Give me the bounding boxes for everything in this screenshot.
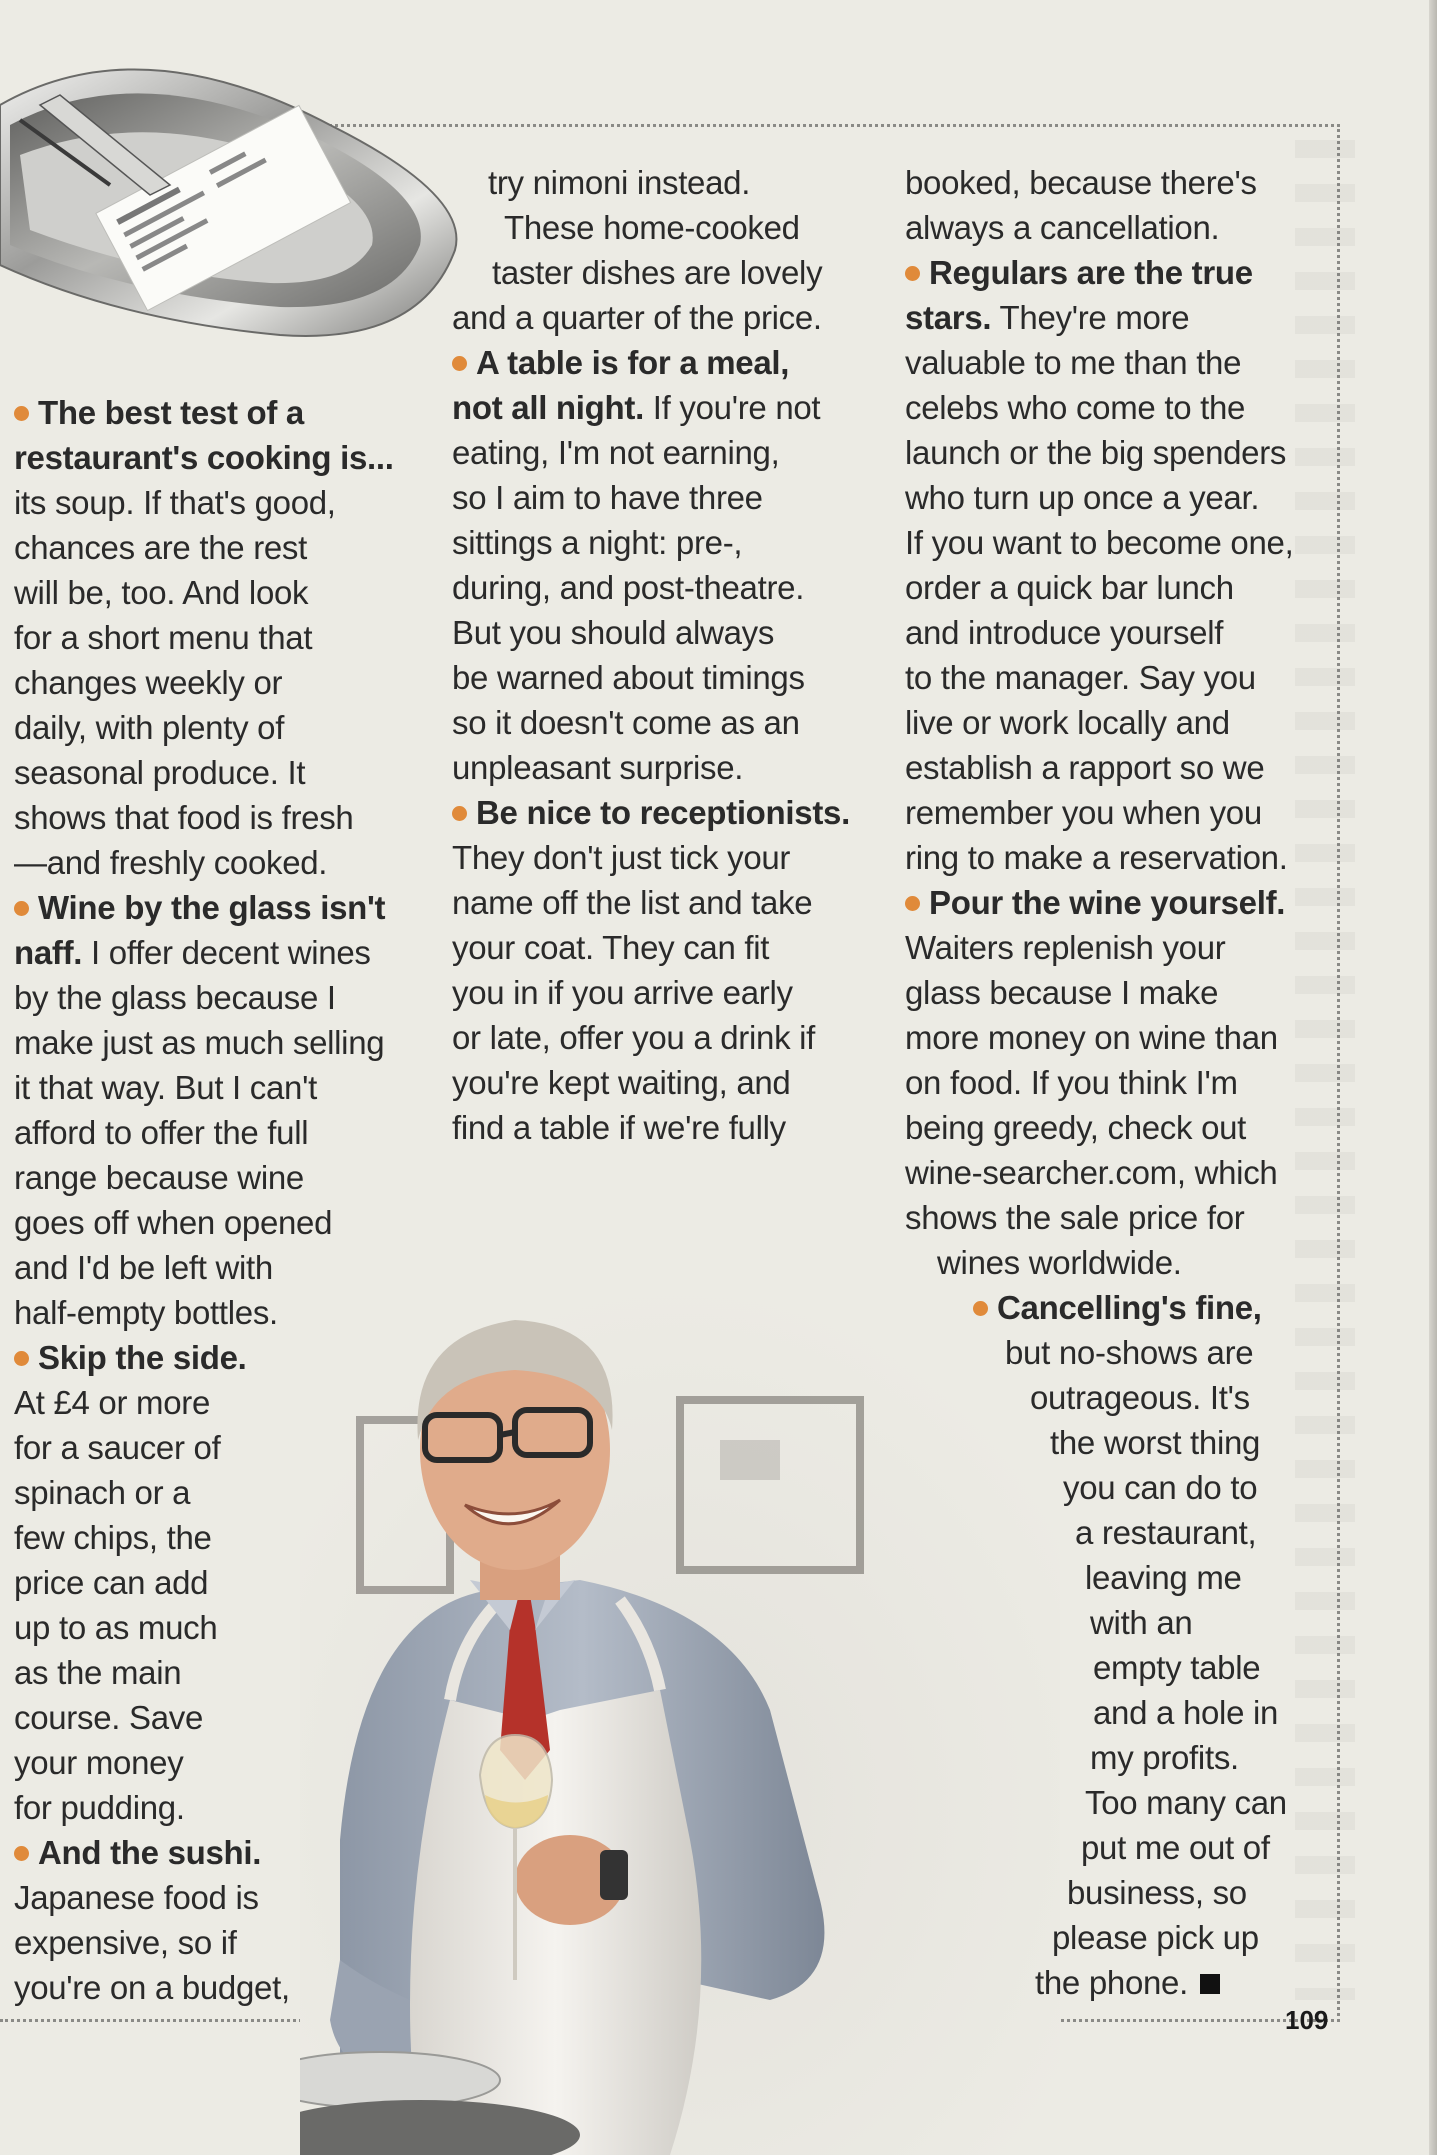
body-line: spinach or a	[14, 1474, 191, 1511]
body-line: celebs who come to the	[905, 389, 1246, 426]
body-line: afford to offer the full	[14, 1114, 309, 1151]
column-3	[905, 160, 1325, 2005]
body-line: up to as much	[14, 1609, 218, 1646]
body-line: the worst thing	[1050, 1424, 1261, 1461]
body-line: expensive, so if	[14, 1924, 237, 1961]
bullet-icon	[14, 406, 29, 421]
body-line: your money	[14, 1744, 184, 1781]
body-line: for pudding.	[14, 1789, 185, 1826]
tip-heading: Cancelling's fine,	[905, 1285, 1325, 1330]
body-line: always a cancellation.	[905, 209, 1220, 246]
body-line: eating, I'm not earning,	[452, 434, 780, 471]
body-line: sittings a night: pre-,	[452, 524, 743, 561]
body-line: but no-shows are	[1005, 1334, 1254, 1371]
body-line: you in if you arrive early	[452, 974, 793, 1011]
body-line: wines worldwide.	[937, 1244, 1182, 1281]
body-line: unpleasant surprise.	[452, 749, 744, 786]
page-number: 109	[1285, 2005, 1329, 2035]
body-line: leaving me	[1085, 1559, 1242, 1596]
body-line: not all night. If you're not	[452, 389, 821, 426]
body-line: At £4 or more	[14, 1384, 211, 1421]
body-line: range because wine	[14, 1159, 304, 1196]
tip-heading: And the sushi.	[14, 1830, 394, 1875]
bill-tray-illustration	[0, 45, 480, 365]
body-line: course. Save	[14, 1699, 204, 1736]
body-line: please pick up	[1052, 1919, 1259, 1956]
body-line: find a table if we're fully	[452, 1109, 786, 1146]
body-line: more money on wine than	[905, 1019, 1278, 1056]
body-line: order a quick bar lunch	[905, 569, 1234, 606]
body-line: on food. If you think I'm	[905, 1064, 1238, 1101]
body-line: as the main	[14, 1654, 182, 1691]
body-line: —and freshly cooked.	[14, 844, 328, 881]
body-line: daily, with plenty of	[14, 709, 285, 746]
tip-heading: Wine by the glass isn't	[14, 885, 394, 930]
body-line: business, so	[1067, 1874, 1247, 1911]
body-line: booked, because there's	[905, 164, 1257, 201]
body-line: If you want to become one,	[905, 524, 1294, 561]
body-line: few chips, the	[14, 1519, 212, 1556]
page-edge	[1429, 0, 1437, 2155]
body-line: try nimoni instead.	[488, 164, 751, 201]
body-line: it that way. But I can't	[14, 1069, 317, 1106]
body-line: shows the sale price for	[905, 1199, 1245, 1236]
bullet-icon	[973, 1301, 988, 1316]
body-line: and introduce yourself	[905, 614, 1224, 651]
body-line: They don't just tick your	[452, 839, 791, 876]
bullet-icon	[905, 896, 920, 911]
body-line: put me out of	[1081, 1829, 1270, 1866]
body-line: taster dishes are lovely	[492, 254, 823, 291]
body-line: being greedy, check out	[905, 1109, 1247, 1146]
body-line: with an	[1090, 1604, 1193, 1641]
body-line: you're on a budget,	[14, 1969, 290, 2006]
body-line: Too many can	[1085, 1784, 1287, 1821]
body-line: you can do to	[1063, 1469, 1258, 1506]
body-line: so it doesn't come as an	[452, 704, 800, 741]
end-mark-icon	[1200, 1974, 1220, 1994]
body-line: be warned about timings	[452, 659, 805, 696]
body-line: Waiters replenish your	[905, 929, 1226, 966]
body-line: changes weekly or	[14, 664, 283, 701]
body-line: Japanese food is	[14, 1879, 259, 1916]
body-line: who turn up once a year.	[905, 479, 1260, 516]
body-line: will be, too. And look	[14, 574, 309, 611]
body-line: my profits.	[1090, 1739, 1239, 1776]
tip-heading: Regulars are the true	[905, 250, 1325, 295]
body-line: and a hole in	[1093, 1694, 1279, 1731]
body-line: valuable to me than the	[905, 344, 1242, 381]
body-line: name off the list and take	[452, 884, 813, 921]
bullet-icon	[905, 266, 920, 281]
body-line: so I aim to have three	[452, 479, 763, 516]
bullet-icon	[14, 1846, 29, 1861]
body-line: chances are the rest	[14, 529, 307, 566]
body-line: But you should always	[452, 614, 775, 651]
body-line: live or work locally and	[905, 704, 1230, 741]
body-line: shows that food is fresh	[14, 799, 354, 836]
body-line: for a saucer of	[14, 1429, 221, 1466]
body-line: empty table	[1093, 1649, 1261, 1686]
bullet-icon	[14, 1351, 29, 1366]
body-line: These home-cooked	[504, 209, 800, 246]
body-line: you're kept waiting, and	[452, 1064, 791, 1101]
body-line: for a short menu that	[14, 619, 313, 656]
body-line: ring to make a reservation.	[905, 839, 1288, 876]
body-line: glass because I make	[905, 974, 1219, 1011]
bullet-icon	[452, 356, 467, 371]
body-line: launch or the big spenders	[905, 434, 1287, 471]
body-line: make just as much selling	[14, 1024, 385, 1061]
column-2	[452, 160, 872, 1150]
body-line: price can add	[14, 1564, 209, 1601]
tip-heading: Skip the side.	[14, 1335, 394, 1380]
tip-heading: The best test of a	[14, 390, 394, 435]
body-line: outrageous. It's	[1030, 1379, 1250, 1416]
body-line: stars. They're more	[905, 299, 1190, 336]
tip-heading: Pour the wine yourself.	[905, 880, 1325, 925]
body-line: a restaurant,	[1075, 1514, 1257, 1551]
bullet-icon	[452, 806, 467, 821]
body-line: the phone.	[905, 1960, 1325, 2005]
body-line: goes off when opened	[14, 1204, 333, 1241]
body-line: seasonal produce. It	[14, 754, 306, 791]
body-line: half-empty bottles.	[14, 1294, 278, 1331]
body-line: remember you when you	[905, 794, 1262, 831]
body-line: establish a rapport so we	[905, 749, 1265, 786]
body-line: and I'd be left with	[14, 1249, 273, 1286]
body-line: during, and post-theatre.	[452, 569, 805, 606]
body-line: wine-searcher.com, which	[905, 1154, 1278, 1191]
body-line: or late, offer you a drink if	[452, 1019, 816, 1056]
body-line: its soup. If that's good,	[14, 484, 336, 521]
tip-heading: A table is for a meal,	[452, 340, 872, 385]
tip-heading: restaurant's cooking is...	[14, 439, 394, 476]
body-line: to the manager. Say you	[905, 659, 1256, 696]
bullet-icon	[14, 901, 29, 916]
body-line: your coat. They can fit	[452, 929, 770, 966]
column-1	[14, 390, 394, 2010]
body-line: and a quarter of the price.	[452, 299, 822, 336]
body-line: naff. I offer decent wines	[14, 934, 371, 971]
tip-heading: Be nice to receptionists.	[452, 790, 872, 835]
body-line: by the glass because I	[14, 979, 336, 1016]
